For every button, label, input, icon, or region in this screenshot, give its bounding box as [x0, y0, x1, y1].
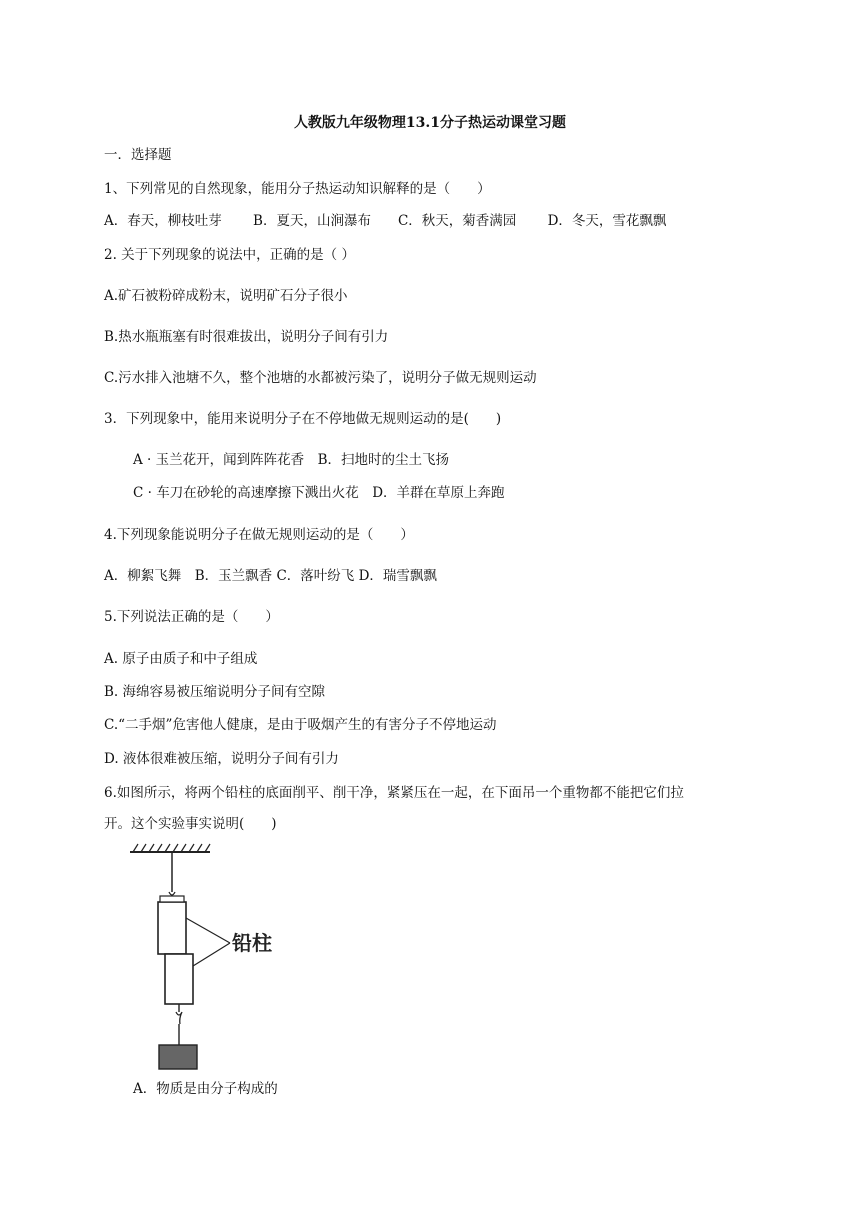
- page-title: 人教版九年级物理13.1分子热运动课堂习题: [293, 115, 567, 131]
- question-6-stem-line2: 开。这个实验事实说明( ): [104, 816, 277, 832]
- question-5-option-d: D. 液体很难被压缩，说明分子间有引力: [104, 751, 339, 767]
- question-3-stem: 3．下列现象中，能用来说明分子在不停地做无规则运动的是( ): [104, 411, 502, 427]
- lower-hook: [176, 1012, 182, 1024]
- question-4-options: A．柳絮飞舞 B．玉兰飘香 C．落叶纷飞 D．瑞雪飘飘: [104, 568, 437, 584]
- question-5-option-a: A. 原子由质子和中子组成: [104, 651, 258, 667]
- question-1-options: A．春天，柳枝吐芽 B．夏天，山涧瀑布 C．秋天，菊香满园 D．冬天，雪花飘飘: [104, 213, 667, 229]
- heavy-weight: [159, 1045, 197, 1069]
- lead-cylinders-figure: [125, 840, 285, 1075]
- question-2-option-b: B.热水瓶瓶塞有时很难拔出，说明分子间有引力: [104, 329, 389, 345]
- upper-hook: [169, 892, 175, 895]
- upper-lead-cylinder: [158, 902, 186, 954]
- question-2-stem: 2. 关于下列现象的说法中，正确的是（ ）: [104, 247, 355, 263]
- question-2-option-a: A.矿石被粉碎成粉末，说明矿石分子很小: [104, 288, 348, 304]
- question-2-option-c: C.污水排入池塘不久，整个池塘的水都被污染了，说明分子做无规则运动: [104, 370, 537, 386]
- question-5-option-b: B. 海绵容易被压缩说明分子间有空隙: [104, 684, 326, 700]
- section-heading: 一．选择题: [104, 147, 172, 163]
- question-1-stem: 1、下列常见的自然现象，能用分子热运动知识解释的是（ ）: [104, 181, 491, 197]
- question-5-option-c: C.“二手烟”危害他人健康，是由于吸烟产生的有害分子不停地运动: [104, 717, 497, 733]
- question-5-stem: 5.下列说法正确的是（ ）: [104, 609, 279, 625]
- lower-lead-cylinder: [165, 954, 193, 1004]
- label-pointer-lower: [193, 943, 230, 966]
- lead-cylinder-label: 铅柱: [232, 931, 272, 955]
- question-6-stem-line1: 6.如图所示，将两个铅柱的底面削平、削干净，紧紧压在一起，在下面吊一个重物都不能把它们拉: [104, 785, 684, 801]
- question-4-stem: 4.下列现象能说明分子在做无规则运动的是（ ）: [104, 527, 414, 543]
- question-6-option-a: A．物质是由分子构成的: [133, 1081, 278, 1097]
- ceiling-support: [130, 844, 210, 852]
- question-3-options-ab: A · 玉兰花开，闻到阵阵花香 B．扫地时的尘土飞扬: [133, 452, 450, 468]
- upper-cylinder-cap: [160, 896, 184, 902]
- question-3-options-cd: C · 车刀在砂轮的高速摩擦下溅出火花 D．羊群在草原上奔跑: [133, 485, 505, 501]
- label-pointer-upper: [186, 918, 230, 943]
